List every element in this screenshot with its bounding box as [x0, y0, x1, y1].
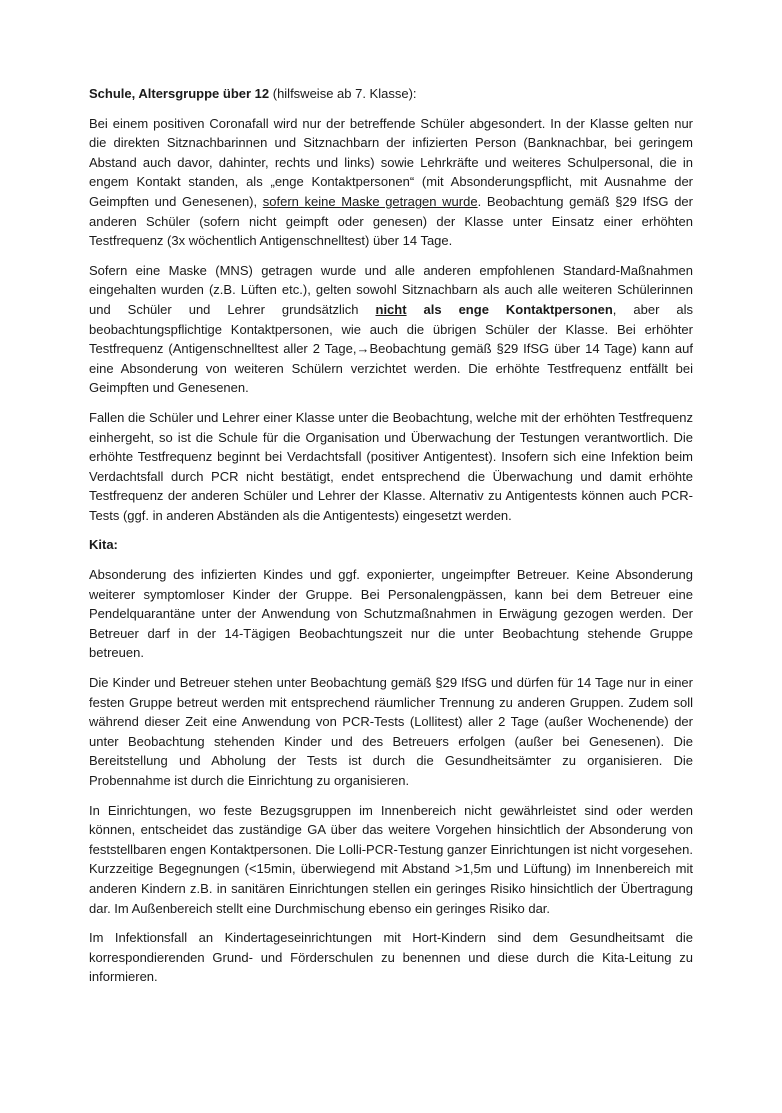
- school-paragraph-1: [89, 114, 693, 251]
- school-heading-rest: (hilfsweise ab 7. Klasse):: [269, 86, 417, 101]
- kita-heading: Kita:: [89, 537, 118, 553]
- school-p1-underlined: sofern keine Maske getragen wurde: [262, 193, 478, 209]
- school-p2-bold-underlined: nicht: [375, 301, 407, 317]
- school-p1-text-b: . Beobachtung gemäß §29 IfSG der anderen Schüler (sofern nicht geimpft oder genesen) der Klasse unter Einsatz einer erhöhten Testfrequenz (3x wöchentlich Antigenschnelltest) über 14 Tage.: [89, 193, 693, 249]
- kita-paragraph-4: Im Infektionsfall an Kindertageseinrichtungen mit Hort-Kindern sind dem Gesundheitsamt die korrespondierenden Grund- und Förderschulen zu benennen und diese durch die Kita-Leitung zu informieren.: [89, 930, 693, 985]
- school-p1-text-a: Bei einem positiven Coronafall wird nur der betreffende Schüler abgesondert. In der Klasse gelten nur die direkten Sitznachbarinnen und Sitznachbarn der infizierten Person (Banknachbar, bei geringem Abstand auch davor, dahinter, rechts und links) sowie Lehrkräfte und weiteres Schulpersonal, die in engem Kontakt standen, als „enge Kontaktpersonen“ (mit Absonderungspflicht, mit Ausnahme der Geimpften und Genesenen),: [89, 115, 693, 209]
- school-p2-bold: als enge Kontaktpersonen: [406, 301, 613, 317]
- school-p2-text-c: Beobachtung gemäß §29 IfSG über 14 Tage) kann auf eine Absonderung von weiteren Schülern verzichtet werden. Die erhöhte Testfrequenz entfällt bei Geimpften und Genesenen.: [89, 341, 693, 396]
- school-heading: [89, 84, 693, 104]
- school-p2-text-b: , aber als beobachtungspflichtige Kontaktpersonen, wie auch die übrigen Schüler der Klasse. Bei erhöhter Testfrequenz (Antigenschnelltest aller 2 Tage,: [89, 301, 693, 357]
- arrow-right-icon: →: [356, 341, 370, 357]
- school-p2-text-a: Sofern eine Maske (MNS) getragen wurde und alle anderen empfohlenen Standard-Maßnahmen eingehalten wurden (z.B. Lüften etc.), gelten sowohl Sitznachbarn als auch alle weiteren Schülerinnen und Schüler und Lehrer grundsätzlich: [89, 262, 693, 317]
- school-heading-bold: Schule, Altersgruppe über 12: [89, 86, 270, 101]
- kita-paragraph-2: Die Kinder und Betreuer stehen unter Beobachtung gemäß §29 IfSG und dürfen für 14 Tage nur in einer festen Gruppe betreut werden mit entsprechend räumlicher Trennung zu anderen Gruppen. Zudem soll während dieser Zeit eine Anwendung von PCR-Tests (Lollitest) aller 2 Tage (außer Wochenende) der unter Beobachtung stehenden Kinder und des Betreuers erfolgen (außer bei Genesenen). Die Bereitstellung und Abholung der Tests ist durch die Gesundheitsämter zu organisieren. Die Probennahme ist durch die Einrichtung zu organisieren.: [89, 675, 693, 788]
- kita-paragraph-3: In Einrichtungen, wo feste Bezugsgruppen im Innenbereich nicht gewährleistet sind oder werden können, entscheidet das zuständige GA über das weitere Vorgehen hinsichtlich der Absonderung von feststellbaren engen Kontaktpersonen. Die Lolli-PCR-Testung ganzer Einrichtungen ist nicht vorgesehen. Kurzzeitige Begegnungen (<15min, überwiegend mit Abstand >1,5m und Lüftung) im Innenbereich mit anderen Kindern z.B. in sanitären Einrichtungen stellen ein geringes Risiko hinsichtlich der Übertragung dar. Im Außenbereich stellt eine Durchmischung ebenso ein geringes Risiko dar.: [89, 802, 693, 916]
- kita-paragraph-1: Absonderung des infizierten Kindes und ggf. exponierter, ungeimpfter Betreuer. Keine Absonderung weiterer symptomloser Kinder der Gruppe. Bei Personalengpässen, kann bei dem Betreuer eine Pendelquarantäne unter der Anwendung von Schutzmaßnahmen in Erwägung gezogen werden. Der Betreuer darf in der 14-Tägigen Beobachtungszeit nur die unter Beobachtung stehende Gruppe betreuen.: [89, 567, 693, 661]
- school-paragraph-2: [89, 261, 693, 398]
- school-paragraph-3: Fallen die Schüler und Lehrer einer Klasse unter die Beobachtung, welche mit der erhöhten Testfrequenz einhergeht, so ist die Schule für die Organisation und Überwachung der Testungen verantwortlich. Die erhöhte Testfrequenz beginnt bei Verdachtsfall (positiver Antigentest). Insofern sich eine Infektion beim Verdachtsfall durch PCR nicht bestätigt, endet entsprechend die Überwachung und damit erhöhte Testfrequenz der anderen Schüler und Lehrer der Klasse. Alternativ zu Antigentests können auch PCR-Tests (ggf. in anderen Abständen als die Antigentests) eingesetzt werden.: [89, 409, 693, 523]
